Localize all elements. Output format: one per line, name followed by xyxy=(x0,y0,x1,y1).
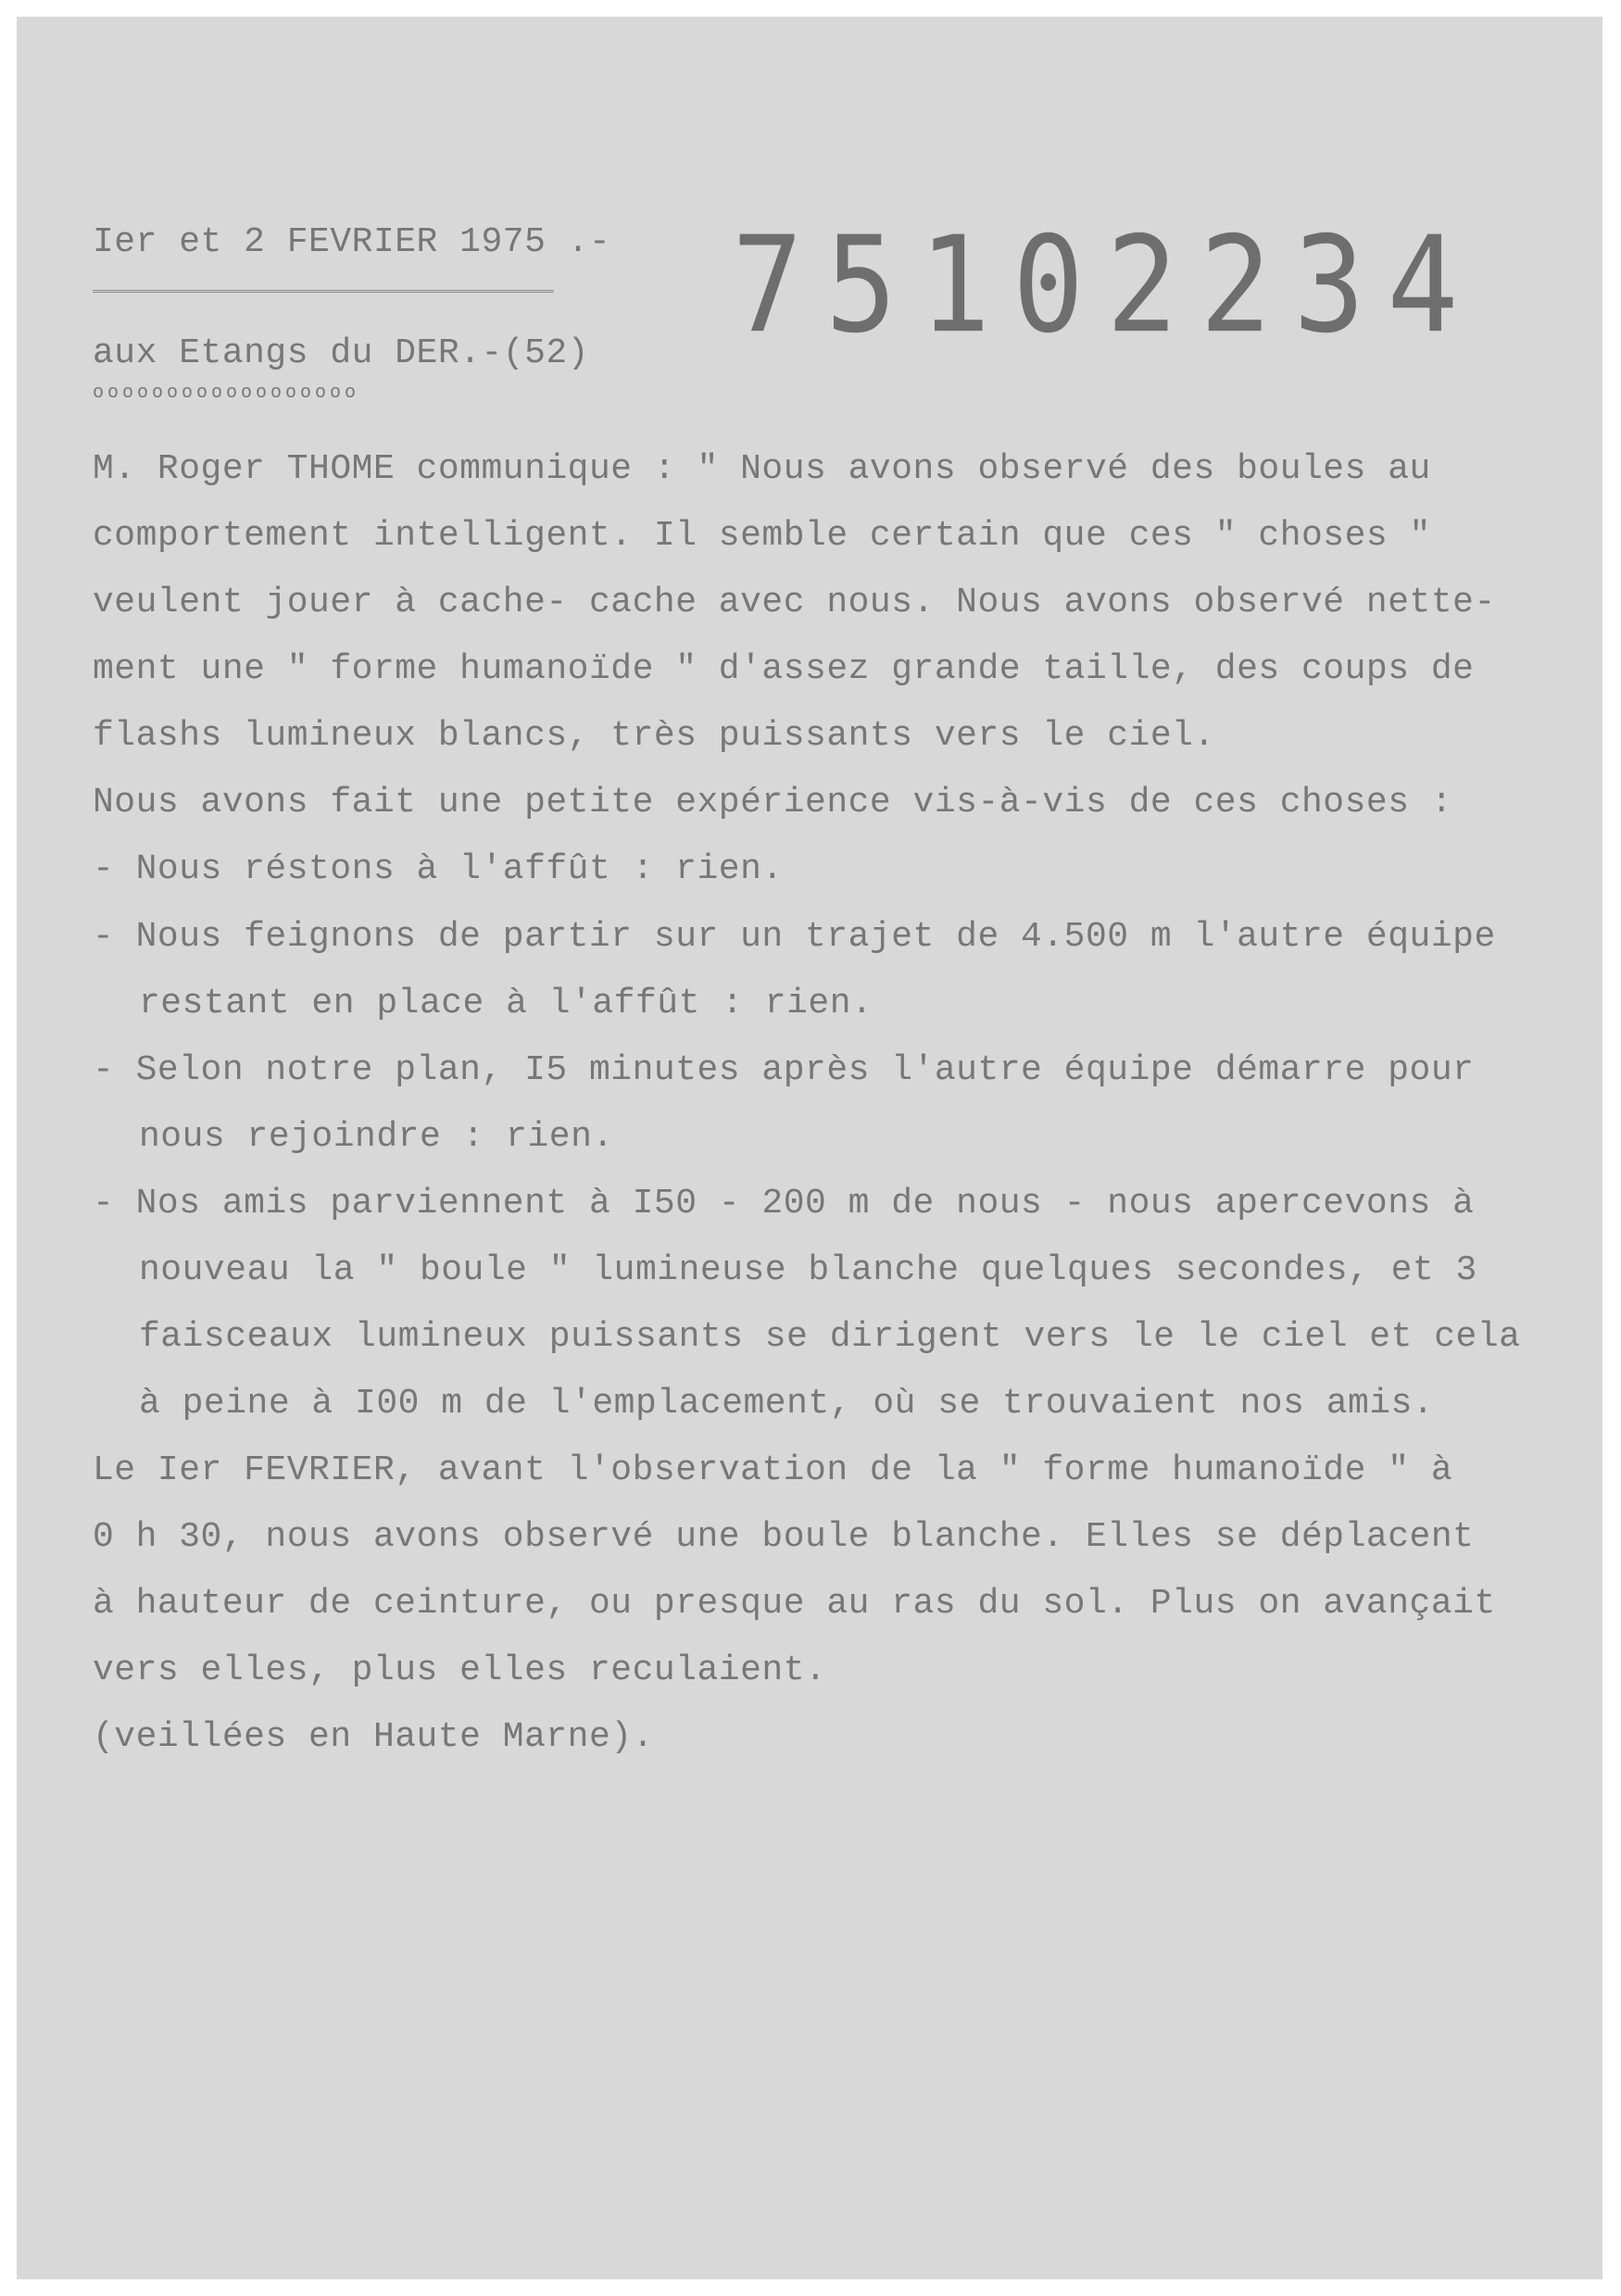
list-item: - Selon notre plan, I5 minutes après l'autre équipe démarre pour xyxy=(93,1050,1475,1090)
list-item-continuation: restant en place à l'affût : rien. xyxy=(139,984,873,1023)
list-item: - Nous feignons de partir sur un trajet de 4.500 m l'autre équipe xyxy=(93,917,1496,957)
body-line: comportement intelligent. Il semble certain que ces " choses " xyxy=(93,516,1431,556)
source-note: (veillées en Haute Marne). xyxy=(93,1717,654,1757)
body-line: 0 h 30, nous avons observé une boule blanche. Elles se déplacent xyxy=(93,1517,1475,1557)
list-item-continuation: nouveau la " boule " lumineuse blanche quelques secondes, et 3 xyxy=(139,1250,1477,1290)
list-item-continuation: faisceaux lumineux puissants se dirigent vers le le ciel et cela xyxy=(139,1317,1521,1357)
list-item-continuation: à peine à I00 m de l'emplacement, où se trouvaient nos amis. xyxy=(139,1384,1435,1424)
body-line: à hauteur de ceinture, ou presque au ras du sol. Plus on avançait xyxy=(93,1584,1496,1624)
body-line: veulent jouer à cache- cache avec nous. Nous avons observé nette- xyxy=(93,583,1496,622)
list-item-continuation: nous rejoindre : rien. xyxy=(139,1117,614,1157)
header-date: Ier et 2 FEVRIER 1975 .- xyxy=(93,222,611,262)
body-line: M. Roger THOME communique : " Nous avons observé des boules au xyxy=(93,449,1431,489)
header-place: aux Etangs du DER.-(52) xyxy=(93,333,589,373)
list-item: - Nos amis parviennent à I50 - 200 m de nous - nous apercevons à xyxy=(93,1184,1475,1223)
body-line: vers elles, plus elles reculaient. xyxy=(93,1650,827,1690)
body-line: Nous avons fait une petite expérience vis-à-vis de ces choses : xyxy=(93,783,1453,822)
header-dot-rule: oooooooooooooooooo xyxy=(93,383,360,404)
body-line: flashs lumineux blancs, très puissants vers le ciel. xyxy=(93,716,1215,756)
list-item: - Nous réstons à l'affût : rien. xyxy=(93,849,784,889)
body-line: Le Ier FEVRIER, avant l'observation de la " forme humanoïde " à xyxy=(93,1450,1453,1490)
header-underline xyxy=(93,290,554,293)
stamp-number: 75102234 xyxy=(732,208,1481,363)
body-line: ment une " forme humanoïde " d'assez grande taille, des coups de xyxy=(93,649,1475,689)
